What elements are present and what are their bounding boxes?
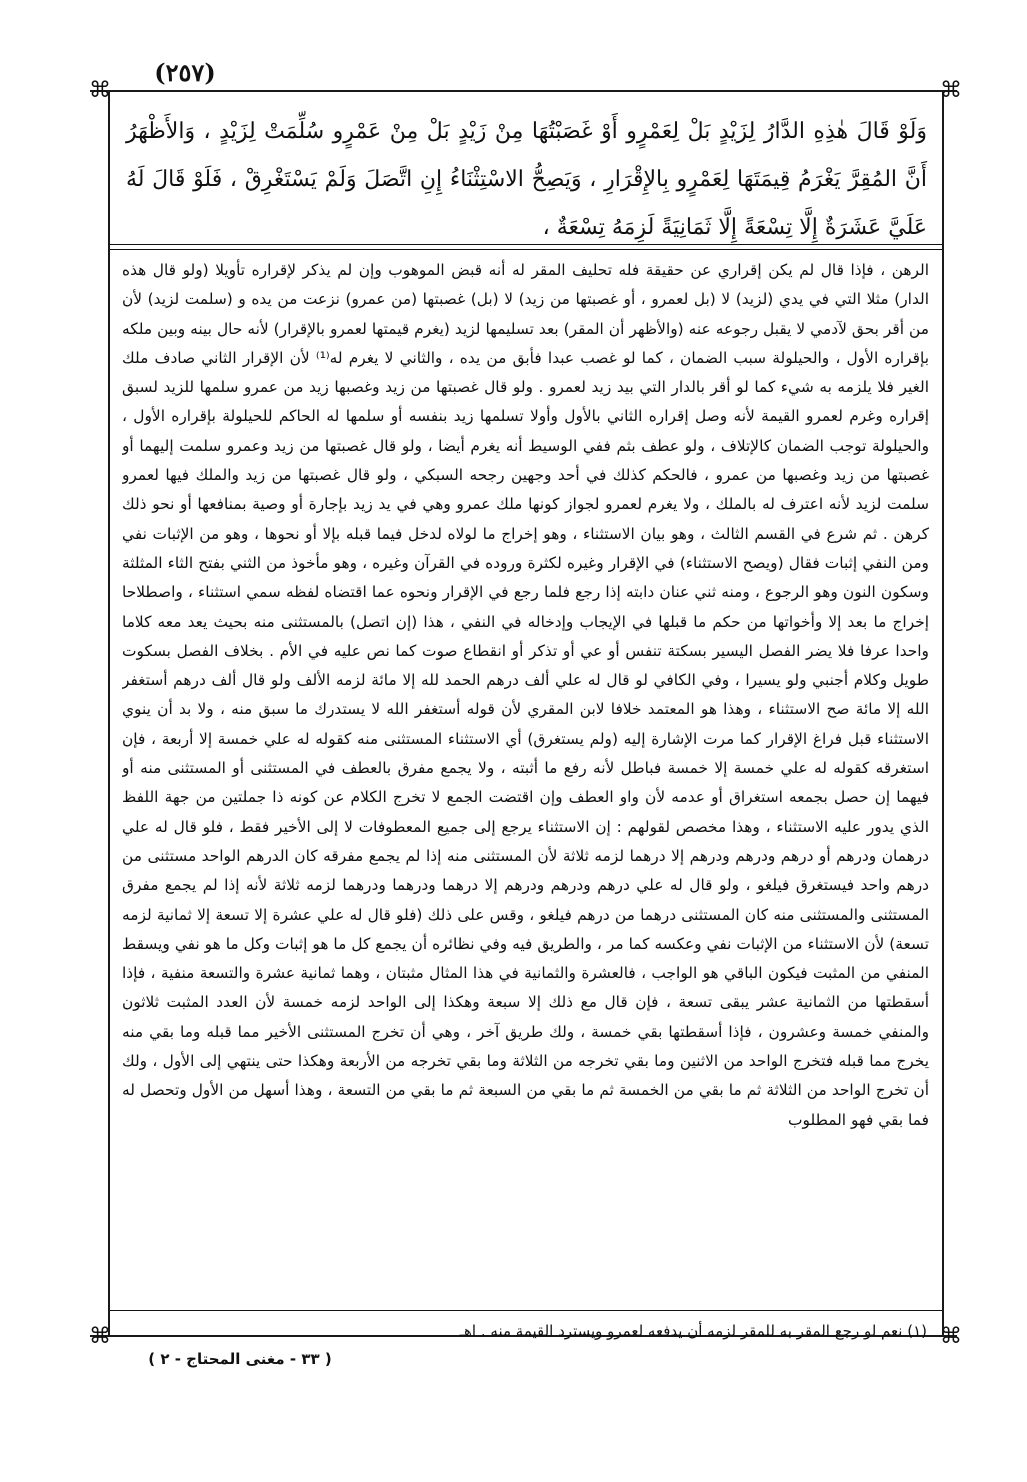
corner-ornament-icon: ⌘ — [89, 1324, 111, 1349]
main-text-matn: وَلَوْ قَالَ هٰذِهِ الدَّارُ لِزَيْدٍ بَلْ لِعَمْرٍو أَوْ غَصَبْتُهَا مِنْ زَيْدٍ بَلْ مِنْ عَمْرٍو سُلِّمَتْ لِزَيْدٍ ، وَالأَظْهَرُ أَنَّ المُقِرَّ يَغْرَمُ قِيمَتَهَا لِعَمْرٍو بِالإِقْرَارِ ، وَيَصِحُّ الاسْتِثْنَاءُ إِنِ اتَّصَلَ وَلَمْ يَسْتَغْرِقْ ، فَلَوْ قَالَ لَهُ عَلَيَّ عَشَرَةٌ إِلَّا تِسْعَةً إِلَّا ثَمَانِيَةً لَزِمَهُ تِسْعَةٌ ، — [126, 119, 927, 240]
footnote-separator — [110, 1310, 942, 1311]
corner-ornament-icon: ⌘ — [940, 1324, 962, 1349]
footnote: (١) نعم لو رجع المقر به للمقر لزمه أن يدفعه لعمرو ويسترد القيمة منه . اهـ — [459, 1322, 927, 1340]
corner-ornament-icon: ⌘ — [940, 78, 962, 103]
page-signature: ( ٣٣ - مغنى المحتاج - ٢ ) — [148, 1350, 332, 1368]
matn-separator — [110, 244, 942, 250]
commentary-paragraph: الرهن ، فإذا قال لم يكن إقراري عن حقيقة فله تحليف المقر له أنه قبض الموهوب وإن لم يذكر لإقراره تأويلا (ولو قال هذه الدار) مثلا التي في يدي (لزيد) لا (بل لعمرو ، أو غصبتها من زيد) لا (بل) غصبتها (من عمرو) نزعت من يده و (سلمت لزيد) لأن من أقر بحق لآدمي لا يقبل رجوعه عنه (والأظهر أن المقر) بعد تسليمها لزيد (يغرم قيمتها لعمرو بالإقرار) لأنه حال بينه وبين ملكه بإقراره الأول ، والحيلولة سبب الضمان ، كما لو غصب عبدا فأبق من يده ، والثاني لا يغرم له⁽¹⁾ لأن الإقرار الثاني صادف ملك الغير فلا يلزمه به شيء كما لو أقر بالدار التي بيد زيد لعمرو . ولو قال غصبتها من زيد وغصبها زيد من عمرو سلمها للزيد لسبق إقراره وغرم لعمرو القيمة لأنه وصل إقراره الثاني بالأول وأولا تسلمها زيد بنفسه أو سلمها له الحاكم للحيلولة بإقراره الأول ، والحيلولة توجب الضمان كالإتلاف ، ولو عطف بثم ففي الوسيط أنه يغرم أيضا ، ولو قال غصبتها من زيد وعمرو سلمت إليهما أو غصبتها من زيد وغصبها من عمرو ، فالحكم كذلك في أحد وجهين رجحه السبكي ، ولو قال غصبتها من زيد والملك فيها لعمرو سلمت لزيد لأنه اعترف له بالملك ، ولا يغرم لعمرو لجواز كونها ملك عمرو وهي في يد زيد بإجارة أو وصية بمنافعها أو نحو ذلك كرهن . ثم شرع في القسم الثالث ، وهو بيان الاستثناء ، وهو إخراج ما لولاه لدخل فيما قبله بإلا أو نحوها ، وهو من الإثبات نفي ومن النفي إثبات فقال (ويصح الاستثناء) في الإقرار وغيره لكثرة وروده في القرآن وغيره ، وهو مأخوذ من الثني بفتح الثاء المثلثة وسكون النون وهو الرجوع ، ومنه ثني عنان دابته إذا رجع فلما رجع في الإقرار ونحوه عما اقتضاه لفظه سمي استثناء ، واصطلاحا إخراج ما بعد إلا وأخواتها من حكم ما قبلها في الإيجاب وإدخاله في النفي ، هذا (إن اتصل) بالمستثنى منه بحيث يعد معه كلاما واحدا عرفا فلا يضر الفصل اليسير بسكتة تنفس أو عي أو تذكر أو انقطاع صوت كما نص عليه في الأم . بخلاف الفصل بسكوت طويل وكلام أجنبي ولو يسيرا ، وفي الكافي لو قال له علي ألف درهم الحمد لله إلا مائة لزمه الألف ولو قال ألف درهم أستغفر الله إلا مائة صح الاستثناء ، وهذا هو المعتمد خلافا لابن المقري لأن قوله أستغفر الله لا يستدرك ما سبق منه ، ولا بد أن ينوي الاستثناء قبل فراغ الإقرار كما مرت الإشارة إليه (ولم يستغرق) أي الاستثناء المستثنى منه كقوله له علي خمسة إلا أربعة ، فإن استغرقه كقوله له علي خمسة إلا خمسة فباطل لأنه رفع ما أثبته ، ولا يجمع مفرق بالعطف في المستثنى أو المستثنى منه أو فيهما إن حصل بجمعه استغراق أو عدمه لأن واو العطف وإن اقتضت الجمع لا تخرج الكلام عن كونه ذا جملتين من جهة اللفظ الذي يدور عليه الاستثناء ، وهذا مخصص لقولهم : إن الاستثناء يرجع إلى جميع المعطوفات لا إلى الأخير فقط ، فلو قال له علي درهمان ودرهم أو درهم ودرهم ودرهم إلا درهما لزمه ثلاثة لأن المستثنى منه إذا لم يجمع مفرقه كان الدرهم الواحد مستثنى من درهم واحد فيستغرق فيلغو ، ولو قال له علي درهم ودرهم ودرهم إلا درهما ودرهما ودرهما لزمه ثلاثة لأنه إذا لم يجمع مفرق المستثنى والمستثنى منه كان المستثنى درهما من درهم فيلغو ، وقس على ذلك (فلو قال له علي عشرة إلا تسعة إلا ثمانية لزمه تسعة) لأن الاستثناء من الإثبات نفي وعكسه كما مر ، والطريق فيه وفي نظائره أن يجمع كل ما هو إثبات وكل ما هو نفي ويسقط المنفي من المثبت فيكون الباقي هو الواجب ، فالعشرة والثمانية في هذا المثال مثبتان ، وهما ثمانية عشرة والتسعة منفية ، فإذا أسقطتها من الثمانية عشر يبقى تسعة ، فإن قال مع ذلك إلا سبعة وهكذا إلى الواحد لزمه خمسة لأن العدد المثبت ثلاثون والمنفي خمسة وعشرون ، فإذا أسقطتها بقي خمسة ، ولك طريق آخر ، وهي أن تخرج المستثنى الأخير مما قبله وما بقي منه يخرج مما قبله فتخرج الواحد من الاثنين وما بقي تخرجه من الثلاثة وما بقي تخرجه من الأربعة وهكذا حتى ينتهي إلى الأول ، ولك أن تخرج الواحد من الثلاثة ثم ما بقي من الخمسة ثم ما بقي من السبعة ثم ما بقي من التسعة ، وهذا أسهل من الأول وتحصل له فما بقي فهو المطلوب — [122, 261, 929, 1129]
commentary-sharh — [122, 256, 929, 1304]
page-number: (٢٥٧) — [154, 58, 216, 87]
corner-ornament-icon: ⌘ — [89, 78, 111, 103]
